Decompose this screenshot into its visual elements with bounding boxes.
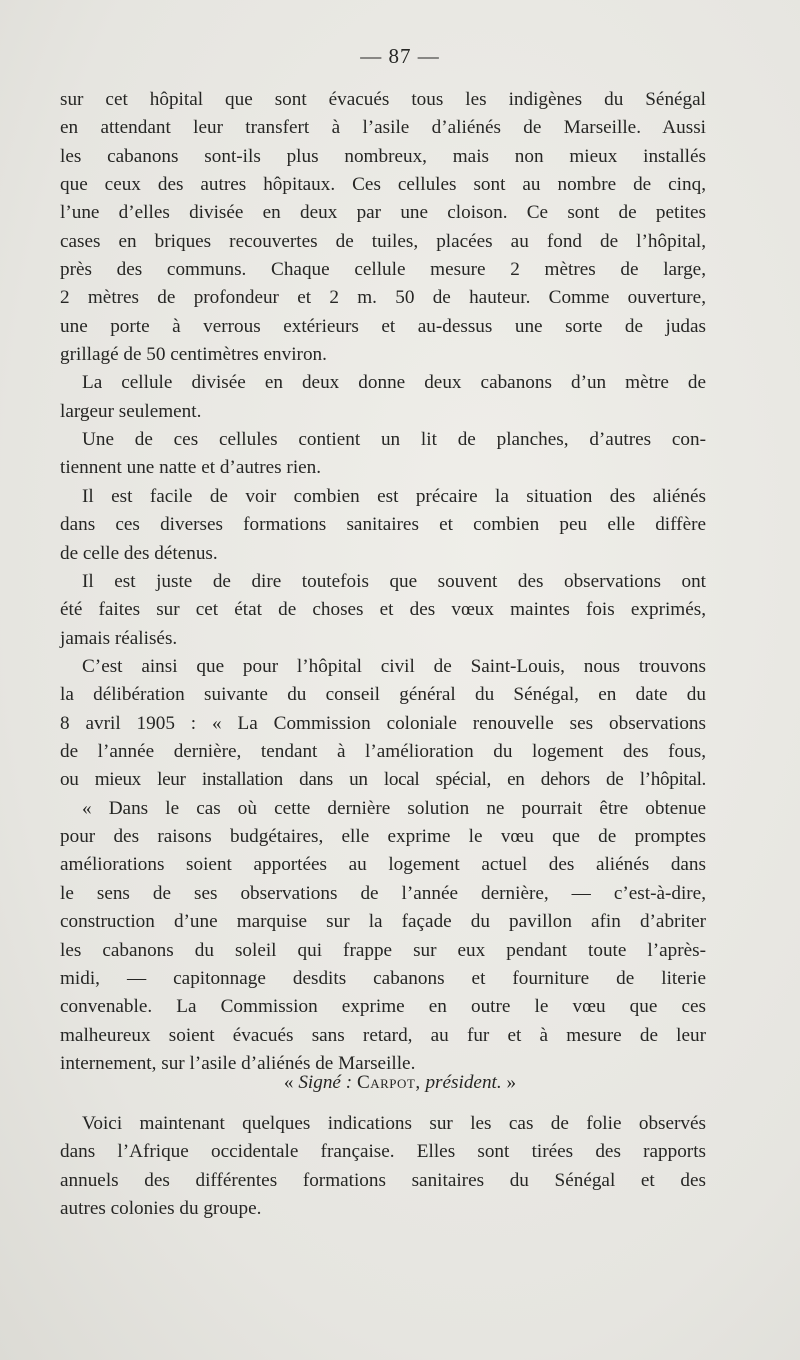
- body-text-top: [60, 86, 706, 483]
- text-line: en attendant leur transfert à l’asile d’aliénés de Marseille. Aussi: [60, 117, 706, 139]
- text-line: le sens de ses observations de l’année dernière, — c’est-à-dire,: [60, 882, 706, 904]
- text-line: Voici maintenant quelques indications sur les cas de folie observés: [82, 1113, 706, 1134]
- text-line: les cabanons sont-ils plus nombreux, mais non mieux installés: [60, 145, 706, 167]
- text-line: dans l’Afrique occidentale française. Elles sont tirées des rapports: [60, 1141, 706, 1163]
- text-line: que ceux des autres hôpitaux. Ces cellules sont au nombre de cinq,: [60, 174, 706, 196]
- text-line: améliorations soient apportées au logement actuel des aliénés dans: [60, 854, 706, 876]
- text-line: ou mieux leur installation dans un local spécial, en dehors de l’hôpital.: [60, 769, 706, 791]
- text-line: largeur seulement.: [60, 400, 202, 422]
- body-text-bottom: [60, 1110, 706, 1223]
- signature-signed-label: Signé :: [298, 1072, 353, 1093]
- text-line: l’une d’elles divisée en deux par une cloison. Ce sont de petites: [60, 202, 706, 224]
- body-text-middle: [60, 483, 706, 1078]
- text-line: construction d’une marquise sur la façade du pavillon afin d’abriter: [60, 911, 706, 933]
- text-line: C’est ainsi que pour l’hôpital civil de Saint-Louis, nous trouvons: [82, 656, 706, 678]
- text-line: de celle des détenus.: [60, 542, 218, 564]
- text-line: midi, — capitonnage desdits cabanons et fourniture de literie: [60, 967, 706, 989]
- text-line: la délibération suivante du conseil général du Sénégal, en date du: [60, 684, 706, 706]
- text-line: La cellule divisée en deux donne deux cabanons d’un mètre de: [82, 372, 706, 394]
- text-line: annuels des différentes formations sanitaires du Sénégal et des: [60, 1169, 706, 1191]
- text-line: Une de ces cellules contient un lit de planches, d’autres con-: [82, 429, 706, 451]
- text-line: cases en briques recouvertes de tuiles, placées au fond de l’hôpital,: [60, 230, 706, 252]
- text-line: 2 mètres de profondeur et 2 m. 50 de hauteur. Comme ouverture,: [60, 287, 706, 309]
- text-line: 8 avril 1905 : « La Commission coloniale renouvelle ses observations: [60, 712, 706, 734]
- text-line: convenable. La Commission exprime en outre le vœu que ces: [60, 996, 706, 1018]
- text-line: grillagé de 50 centimètres environ.: [60, 344, 327, 366]
- text-line: jamais réalisés.: [60, 627, 178, 649]
- text-line: près des communs. Chaque cellule mesure 2 mètres de large,: [60, 259, 706, 281]
- text-line: autres colonies du groupe.: [60, 1198, 262, 1220]
- signature-name: Carpot,: [356, 1072, 421, 1093]
- signature-quote-close: »: [501, 1072, 517, 1093]
- text-line: « Dans le cas où cette dernière solution ne pourrait être obtenue: [82, 797, 706, 819]
- text-line: les cabanons du soleil qui frappe sur eux pendant toute l’après-: [60, 939, 706, 961]
- text-line: internement, sur l’asile d’aliénés de Marseille.: [60, 1052, 416, 1074]
- text-line: pour des raisons budgétaires, elle exprime le vœu que de promptes: [60, 826, 706, 848]
- text-line: de l’année dernière, tendant à l’amélioration du logement des fous,: [60, 741, 706, 763]
- text-line: une porte à verrous extérieurs et au-dessus une sorte de judas: [60, 315, 706, 337]
- signature-title: président.: [425, 1072, 502, 1093]
- text-line: tiennent une natte et d’autres rien.: [60, 457, 322, 479]
- text-line: sur cet hôpital que sont évacués tous les indigènes du Sénégal: [60, 89, 706, 110]
- signature-quote-open: «: [283, 1072, 299, 1093]
- text-line: dans ces diverses formations sanitaires et combien peu elle diffère: [60, 514, 706, 536]
- text-line: Il est juste de dire toutefois que souvent des observations ont: [82, 571, 706, 593]
- text-line: malheureux soient évacués sans retard, au fur et à mesure de leur: [60, 1024, 706, 1046]
- text-line: été faites sur cet état de choses et des vœux maintes fois exprimés,: [60, 599, 706, 621]
- page-number: — 87 —: [360, 44, 440, 68]
- text-line: Il est facile de voir combien est précaire la situation des aliénés: [82, 486, 706, 507]
- signature-line: [0, 1072, 800, 1094]
